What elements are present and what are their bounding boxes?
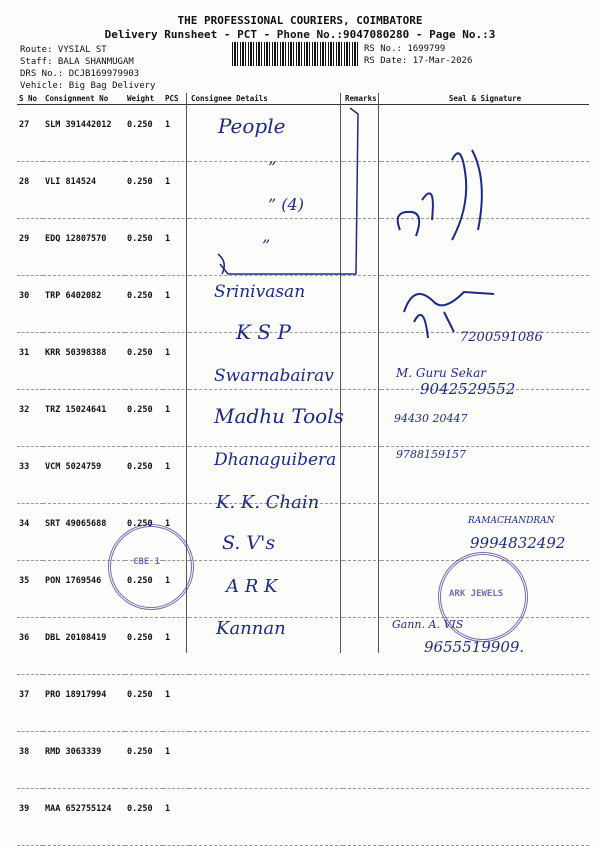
sno: 35 [17,561,43,618]
consignee-signature: S. V's [222,532,276,554]
col-seal: Seal & Signature [381,93,589,105]
consignee-signature: ” (4) [268,195,304,214]
consignment-no: MAA 652755124 [43,789,125,846]
sno: 39 [17,789,43,846]
col-consignment: Consignment No [43,93,125,105]
vehicle-label: Vehicle: Big Bag Delivery [20,81,156,91]
remarks-cell [343,276,381,333]
weight: 0.250 [125,789,163,846]
consignment-no: PON 1769546 [43,561,125,618]
column-divider [378,93,379,653]
sno: 32 [17,390,43,447]
route-label: Route: VYSIAL ST [20,45,107,55]
remarks-cell [343,447,381,504]
remarks-cell [343,333,381,390]
consignee-signature: Srinivasan [214,282,306,302]
consignee-signature: K S P [236,320,291,344]
weight: 0.250 [125,162,163,219]
phone-handwritten: 9042529552 [420,380,516,398]
consignee-signature: K. K. Chain [216,492,320,513]
company-stamp: CBE 1 [108,524,194,610]
drs-number: DRS No.: DCJB169979903 [20,69,140,79]
weight: 0.250 [125,447,163,504]
consignee-signature: People [218,114,286,138]
barcode [232,42,360,66]
seal-cell [381,789,589,846]
sno: 30 [17,276,43,333]
sno: 34 [17,504,43,561]
table-row [17,732,589,789]
consignee-cell [189,732,343,789]
document-subtitle: Delivery Runsheet - PCT - Phone No.:9047080280 - Page No.:3 [104,28,496,41]
remarks-cell [343,504,381,561]
phone-handwritten: 94430 20447 [394,412,468,425]
consignee-signature: Dhanaguibera [214,450,337,470]
table-header-row [17,93,589,105]
remarks-cell [343,732,381,789]
pcs: 1 [163,561,189,618]
phone-handwritten: 9655519909. [424,638,525,656]
consignment-no: VCM 5024759 [43,447,125,504]
sno: 27 [17,105,43,162]
sno: 37 [17,675,43,732]
table-row [17,789,589,846]
consignment-no: PRO 18917994 [43,675,125,732]
consignment-no: DBL 20108419 [43,618,125,675]
sno: 31 [17,333,43,390]
pcs: 1 [163,390,189,447]
rs-number: RS No.: 1699799 [364,44,446,54]
col-remarks: Remarks [343,93,381,105]
remarks-cell [343,789,381,846]
consignee-signature: ” [268,158,277,177]
signature-scribble-icon [392,140,502,270]
col-weight: Weight [125,93,163,105]
consignee-signature: Swarnabairav [214,366,334,386]
weight: 0.250 [125,504,163,561]
weight: 0.250 [125,333,163,390]
consignment-no: KRR 50398388 [43,333,125,390]
remarks-cell [343,675,381,732]
document-title: THE PROFESSIONAL COURIERS, COIMBATORE [177,14,423,27]
consignment-no: SLM 391442012 [43,105,125,162]
consignment-no: TRZ 15024641 [43,390,125,447]
pcs: 1 [163,789,189,846]
consignee-signature: ” [262,236,271,255]
remarks-cell [343,618,381,675]
weight: 0.250 [125,390,163,447]
handwritten-name: Gann. A. VIS [392,618,464,631]
pcs: 1 [163,504,189,561]
consignee-cell [189,675,343,732]
pcs: 1 [163,618,189,675]
sno: 28 [17,162,43,219]
remarks-cell [343,390,381,447]
handwritten-name: RAMACHANDRAN [468,516,555,526]
consignee-signature: Kannan [216,618,286,639]
weight: 0.250 [125,732,163,789]
ditto-bracket-icon [198,104,368,284]
consignment-no: RMD 3063339 [43,732,125,789]
pcs: 1 [163,333,189,390]
shop-stamp: ARK JEWELS [438,552,528,642]
pcs: 1 [163,675,189,732]
consignment-no: VLI 814524 [43,162,125,219]
weight: 0.250 [125,276,163,333]
weight: 0.250 [125,219,163,276]
phone-handwritten: 9788159157 [396,448,466,461]
pcs: 1 [163,162,189,219]
sno: 38 [17,732,43,789]
col-pcs: PCS [163,93,189,105]
pcs: 1 [163,219,189,276]
phone-handwritten: 7200591086 [460,330,543,345]
pcs: 1 [163,732,189,789]
pcs: 1 [163,276,189,333]
consignment-no: EDQ 12807570 [43,219,125,276]
staff-label: Staff: BALA SHANMUGAM [20,57,134,67]
phone-handwritten: 9994832492 [470,534,566,552]
seal-cell [381,675,589,732]
weight: 0.250 [125,618,163,675]
sno: 33 [17,447,43,504]
consignment-no: SRT 49065688 [43,504,125,561]
col-sno: S No [17,93,43,105]
rs-date: RS Date: 17-Mar-2026 [364,56,473,66]
consignment-no: TRP 6402082 [43,276,125,333]
pcs: 1 [163,105,189,162]
consignee-cell [189,789,343,846]
consignee-signature: A R K [226,576,278,597]
weight: 0.250 [125,105,163,162]
weight: 0.250 [125,561,163,618]
remarks-cell [343,561,381,618]
pcs: 1 [163,447,189,504]
seal-cell [381,732,589,789]
col-consignee: Consignee Details [189,93,343,105]
handwritten-name: M. Guru Sekar [396,366,486,380]
table-row [17,675,589,732]
consignee-signature: Madhu Tools [214,404,344,428]
weight: 0.250 [125,675,163,732]
sno: 36 [17,618,43,675]
sno: 29 [17,219,43,276]
